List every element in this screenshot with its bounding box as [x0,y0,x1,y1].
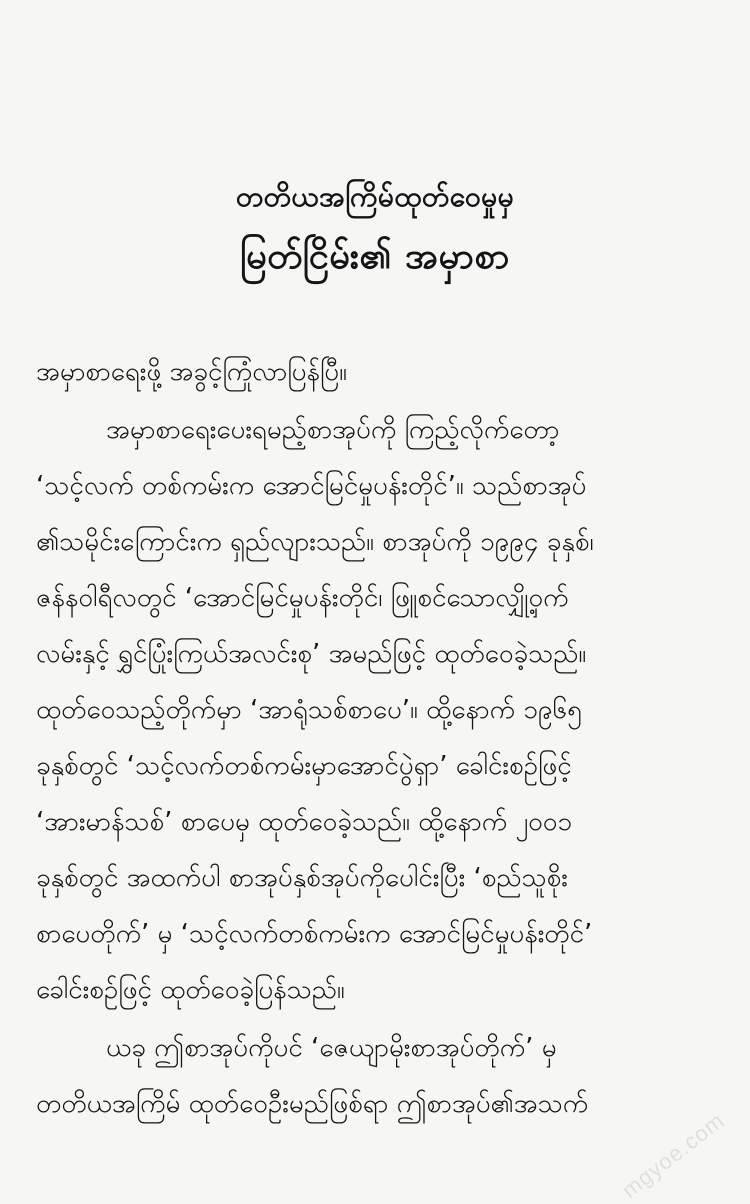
watermark: mgyoe.com [617,1107,730,1203]
heading-title: မြတ်ငြိမ်း၏ အမှာစာ [240,236,510,277]
text-line: ဇန်နဝါရီလတွင် ‘အောင်မြင်မှုပန်းတိုင်၊ ဖြူစင်သောလျှို့ဝှက် [36,583,569,613]
text-line: ၏သမိုင်းကြောင်းက ရှည်လျားသည်။ စာအုပ်ကို ၁၉၉၄ ခုနှစ်၊ [36,527,594,557]
text-line: ခုနှစ်တွင် ‘သင့်လက်တစ်ကမ်းမှာအောင်ပွဲရှာ’ ခေါင်းစဉ်ဖြင့် [36,751,572,781]
text-line: အမှာစာရေးဖို့ အခွင့်ကြုံလာပြန်ပြီ။ [36,357,347,387]
text-line: ‘အားမာန်သစ်’ စာပေမှ ထုတ်ဝေခဲ့သည်။ ထို့နောက် ၂၀၀၁ [36,807,573,837]
text-line: တတိယအကြိမ် ထုတ်ဝေဦးမည်ဖြစ်ရာ ဤစာအုပ်၏အသက် [36,1089,589,1119]
text-line: ခုနှစ်တွင် အထက်ပါ စာအုပ်နှစ်အုပ်ကိုပေါင်းပြီး ‘စည်သူစိုး [36,863,568,893]
heading-subtitle: တတိယအကြိမ်ထုတ်ဝေမှုမှ [235,180,515,213]
text-line: ယခု ဤစာအုပ်ကိုပင် ‘ဇေယျာမိုးစာအုပ်တိုက်’ မှ [106,1033,557,1063]
text-line: ခေါင်းစဉ်ဖြင့် ထုတ်ဝေခဲ့ပြန်သည်။ [36,975,345,1005]
text-line: အမှာစာရေးပေးရမည့်စာအုပ်ကို ကြည့်လိုက်တော့ [106,415,560,445]
text-line: ထုတ်ဝေသည့်တိုက်မှာ ‘အာရုံသစ်စာပေ’။ ထို့နောက် ၁၉၆၅ [36,695,582,725]
text-line: ‘သင့်လက် တစ်ကမ်းက အောင်မြင်မှုပန်းတိုင်’။ သည်စာအုပ် [36,471,587,501]
text-line: လမ်းနှင့် ရွှင်ပြုံးကြယ်အလင်းစု’ အမည်ဖြင့် ထုတ်ဝေခဲ့သည်။ [36,639,587,669]
text-line: စာပေတိုက်’ မှ ‘သင့်လက်တစ်ကမ်းက အောင်မြင်မှုပန်းတိုင်’ [36,919,593,949]
